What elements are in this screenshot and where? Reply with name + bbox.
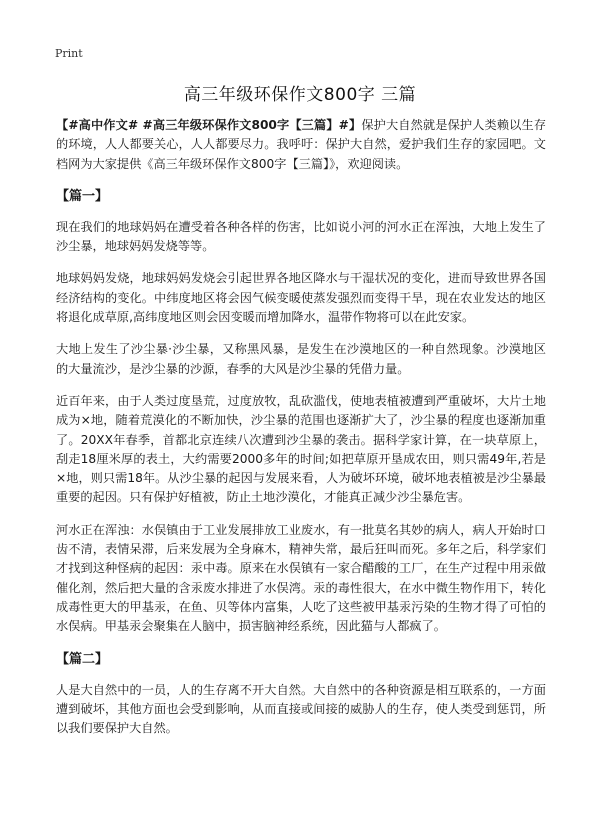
paragraph: 河水正在浑浊：水俣镇由于工业发展排放工业废水，有一批莫名其妙的病人，病人开始时口齿不清，表情呆滞，后来发展为全身麻木，精神失常，最后狂叫而死。多年之后，科学家们才找到这种怪病的起因：汞中毒。原来在水俣镇有一家合醋酸的工厂，在生产过程中用汞做催化剂，然后把大量的含汞废水排进了水俣湾。汞的毒性很大，在水中微生物作用下，转化成毒性更大的甲基汞，在鱼、贝等体内富集，人吃了这些被甲基汞污染的生物才得了可怕的水俣病。甲基汞会聚集在人脑中，损害脑神经系统，因此猫与人都疯了。 xyxy=(56,522,546,634)
intro-paragraph xyxy=(56,116,546,174)
page-title: 高三年级环保作文800字 三篇 xyxy=(183,85,417,105)
section-heading-2: 【篇二】 xyxy=(56,651,109,667)
paragraph: 现在我们的地球妈妈在遭受着各种各样的伤害，比如说小河的河水正在浑浊，大地上发生了沙尘暴，地球妈妈发烧等等。 xyxy=(56,219,546,254)
print-label: Print xyxy=(55,47,83,60)
paragraph: 人是大自然中的一员，人的生存离不开大自然。大自然中的各种资源是相互联系的，一方面遭到破坏，其他方面也会受到影响，从而直接或间接的威胁人的生存，使人类受到惩罚，所以我们要保护大自然。 xyxy=(56,682,546,736)
paragraph: 大地上发生了沙尘暴·沙尘暴，又称黑风暴，是发生在沙漠地区的一种自然现象。沙漠地区的大量流沙，是沙尘暴的沙源，春季的大风是沙尘暴的凭借力量。 xyxy=(56,342,546,376)
paragraph: 近百年来，由于人类过度垦荒，过度放牧，乱砍滥伐，使地表植被遭到严重破坏，大片土地成为×地，随着荒漠化的不断加快，沙尘暴的范围也逐渐扩大了，沙尘暴的程度也逐渐加重了。20XX年春季，首都北京连续八次遭到沙尘暴的袭击。据科学家计算，在一块草原上，刮走18厘米厚的表土，大约需要2000多年的时间;如把草原开垦成农田，则只需49年,若是×地，则只需18年。从沙尘暴的起因与发展来看，人为破坏环境，破坏地表植被是沙尘暴最重要的起因。只有保护好植被，防止土地沙漠化，才能真正减少沙尘暴危害。 xyxy=(56,393,546,505)
section-heading-1: 【篇一】 xyxy=(56,188,109,204)
article-body xyxy=(56,116,546,751)
intro-text: 保护大自然就是保护人类赖以生存的环境，人人都要关心，人人都要尽力。我呼吁：保护大自然，爱护我们生存的家园吧。文档网为大家提供《高三年级环保作文800字【三篇】》，欢迎阅读。 xyxy=(56,118,547,171)
intro-tag: 【#高中作文# #高三年级环保作文800字【三篇】#】 xyxy=(56,118,362,132)
paragraph: 地球妈妈发烧，地球妈妈发烧会引起世界各地区降水与干湿状况的变化，进而导致世界各国经济结构的变化。中纬度地区将会因气候变暖使蒸发强烈而变得干旱，现在农业发达的地区将退化成草原,高纬度地区则会因变暖而增加降水，温带作物将可以在此安家。 xyxy=(56,271,546,325)
